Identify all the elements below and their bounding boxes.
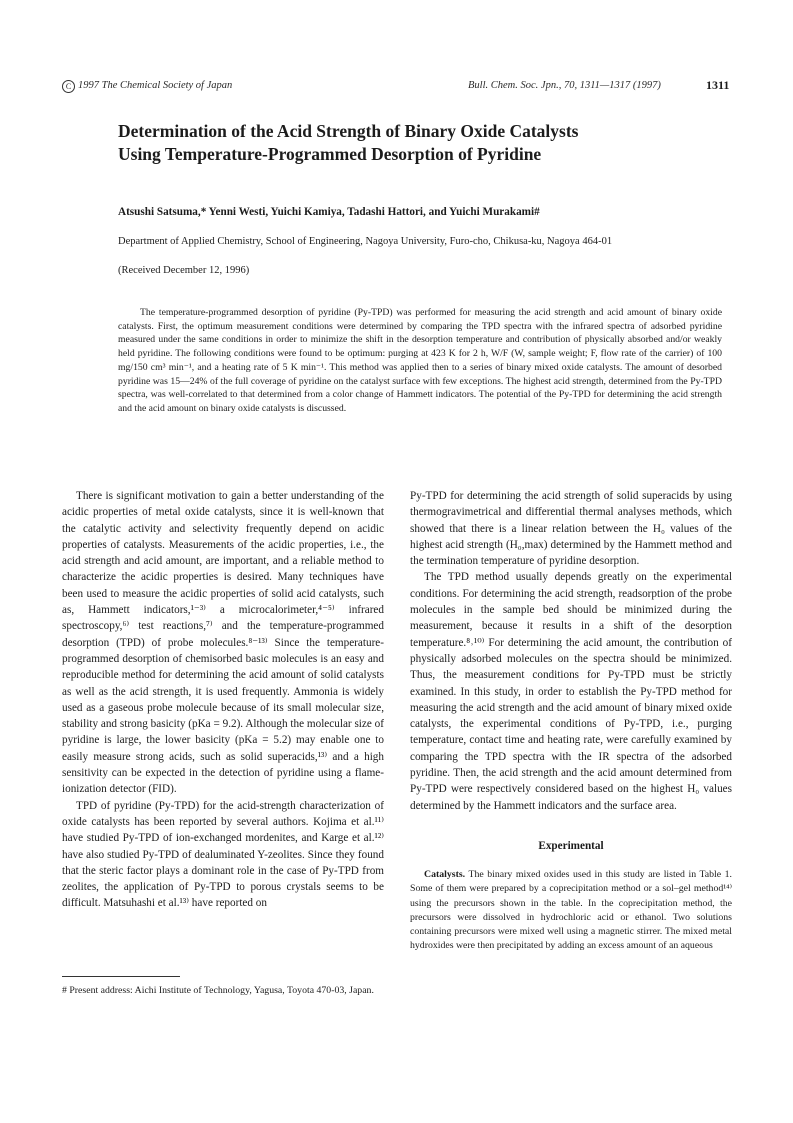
article-title xyxy=(118,120,698,166)
intro-paragraph-1: There is significant motivation to gain a better understanding of the acidic properties of metal oxide catalysts, since it is well-known that the catalytic activity and selectivity frequently depend on acidic properties of catalysts. Measurements of the acidic properties, i.e., the acid strength and acid amount, are important, and a reliable method to characterize the acidic properties is desired. Many techniques have been used to measure the acidic properties of solid acid catalysts, such as, Hammett indicators,¹⁻³⁾ a microcalorimeter,⁴⁻⁵⁾ infrared spectroscopy,⁶⁾ test reactions,⁷⁾ and the temperature-programmed desorption (TPD) of probe molecules.⁸⁻¹³⁾ Since the temperature-programmed desorption of chemisorbed basic molecules is an easy and reproducible method for determining the acid amount of solid catalysts as well as the acid strength, it is used frequently. Ammonia is widely used as a gaseous probe molecule because of its small molecular size, stability and strong basicity (pKa = 9.2). Although the molecular size of pyridine is large, the lower basicity (pKa = 5.2) may enable one to easily measure strong acids, such as solid superacids,¹³⁾ and a high sensitivity can be expected in the detection of pyridine using a flame-ionization detector (FID). xyxy=(62,490,384,796)
footnote-rule xyxy=(62,976,180,977)
running-header-journal: Bull. Chem. Soc. Jpn., 70, 1311—1317 (1997) xyxy=(468,80,661,91)
page-number: 1311 xyxy=(706,78,730,92)
experimental-paragraph xyxy=(410,868,732,953)
copyright-text: 1997 The Chemical Society of Japan xyxy=(78,80,233,91)
abstract-text: The temperature-programmed desorption of pyridine (Py-TPD) was performed for measuring the acid strength and acid amount of binary oxide catalysts. First, the optimum measurement conditions were determined by comparing the TPD spectra with the infrared spectra of adsorbed pyridine measured under the same conditions in order to minimize the shift in the desorption temperature and contribution of physically absorbed and/or weakly held pyridine. The following conditions were found to be optimum: purging at 423 K for 2 h, W/F (W, sample weight; F, flow rate of the carrier) of 100 mg/150 cm³ min⁻¹, and a heating rate of 5 K min⁻¹. This method was applied then to a series of binary mixed oxide catalysts. The amount of desorbed pyridine was 15—24% of the full coverage of pyridine on the catalyst surface with few exceptions. The highest acid strength, determined from the Py-TPD spectra, was well-correlated to that determined from a color change of Hammett indicators. The potential of the Py-TPD for determining the acid strength and the acid amount on binary oxide catalysts is discussed. xyxy=(118,307,722,414)
copyright-icon: C xyxy=(62,80,75,93)
intro-paragraph-4: The TPD method usually depends greatly on the experimental conditions. For determining the acid strength, readsorption of the probe molecules in the sample bed should be minimized during the measurement, because it results in a shift of the desorption temperature.⁸˒¹⁰⁾ For determining the acid amount, the contribution of physically adsorbed molecules on the spectra should be minimized. Thus, the measurement conditions for Py-TPD must be strictly examined. In this study, in order to establish the Py-TPD method for measuring the acid strength and the acid amount of binary mixed oxide catalysts, the experimental conditions of Py-TPD, i.e., purging temperature, contact time and heating rate, were carefully examined by comparing the TPD spectra with the IR spectra of the adsorbed pyridine. Then, the acid strength and the acid amount determined from Py-TPD were respectively considered based on the highest H₀ values determined by the Hammett indicators and the surface area. xyxy=(410,571,732,812)
abstract xyxy=(118,306,722,416)
catalysts-text: The binary mixed oxides used in this study are listed in Table 1. Some of them were prepared by a coprecipitation method or a sol–gel method¹⁴⁾ using the precursors shown in the table. In the coprecipitation method, the precursors were dissolved in hydrochloric acid or ethanol. Two solutions containing precursors were mixed well using a magnetic stirrer. The mixed metal hydroxides were then precipitated by adding an excess amount of an aqueous xyxy=(410,869,732,952)
title-line-2: Using Temperature-Programmed Desorption of Pyridine xyxy=(118,144,542,164)
intro-paragraph-2: TPD of pyridine (Py-TPD) for the acid-strength characterization of oxide catalysts has been reported by several authors. Kojima et al.¹¹⁾ have studied Py-TPD of ion-exchanged mordenites, and Karge et al.¹²⁾ have also studied Py-TPD of dealuminated Y-zeolites. Since they found that the steric factor plays a dominant role in the case of Py-TPD from zeolites, the application of Py-TPD to porous crystals seems to be difficult. Matsuhashi et al.¹³⁾ have reported on xyxy=(62,799,384,910)
body-column-left xyxy=(62,488,384,912)
author-list: Atsushi Satsuma,* Yenni Westi, Yuichi Kamiya, Tadashi Hattori, and Yuichi Murakami# xyxy=(118,206,540,218)
affiliation: Department of Applied Chemistry, School of Engineering, Nagoya University, Furo-cho, Chikusa-ku, Nagoya 464-01 xyxy=(118,236,613,247)
body-column-right xyxy=(410,488,732,953)
intro-paragraph-3: Py-TPD for determining the acid strength of solid superacids by using thermogravimetrical and differential thermal analyses methods, which showed that there is a linear relation between the H₀ values of the highest acid strength (H₀,max) determined by the Hammett method and the termination temperature of pyridine desorption. xyxy=(410,490,732,568)
catalysts-runin-heading: Catalysts. xyxy=(424,869,466,881)
received-date: (Received December 12, 1996) xyxy=(118,265,250,276)
running-header-copyright xyxy=(62,80,232,93)
title-line-1: Determination of the Acid Strength of Binary Oxide Catalysts xyxy=(118,121,579,141)
footnote: # Present address: Aichi Institute of Technology, Yagusa, Toyota 470-03, Japan. xyxy=(62,985,374,996)
section-heading-experimental: Experimental xyxy=(538,839,604,852)
